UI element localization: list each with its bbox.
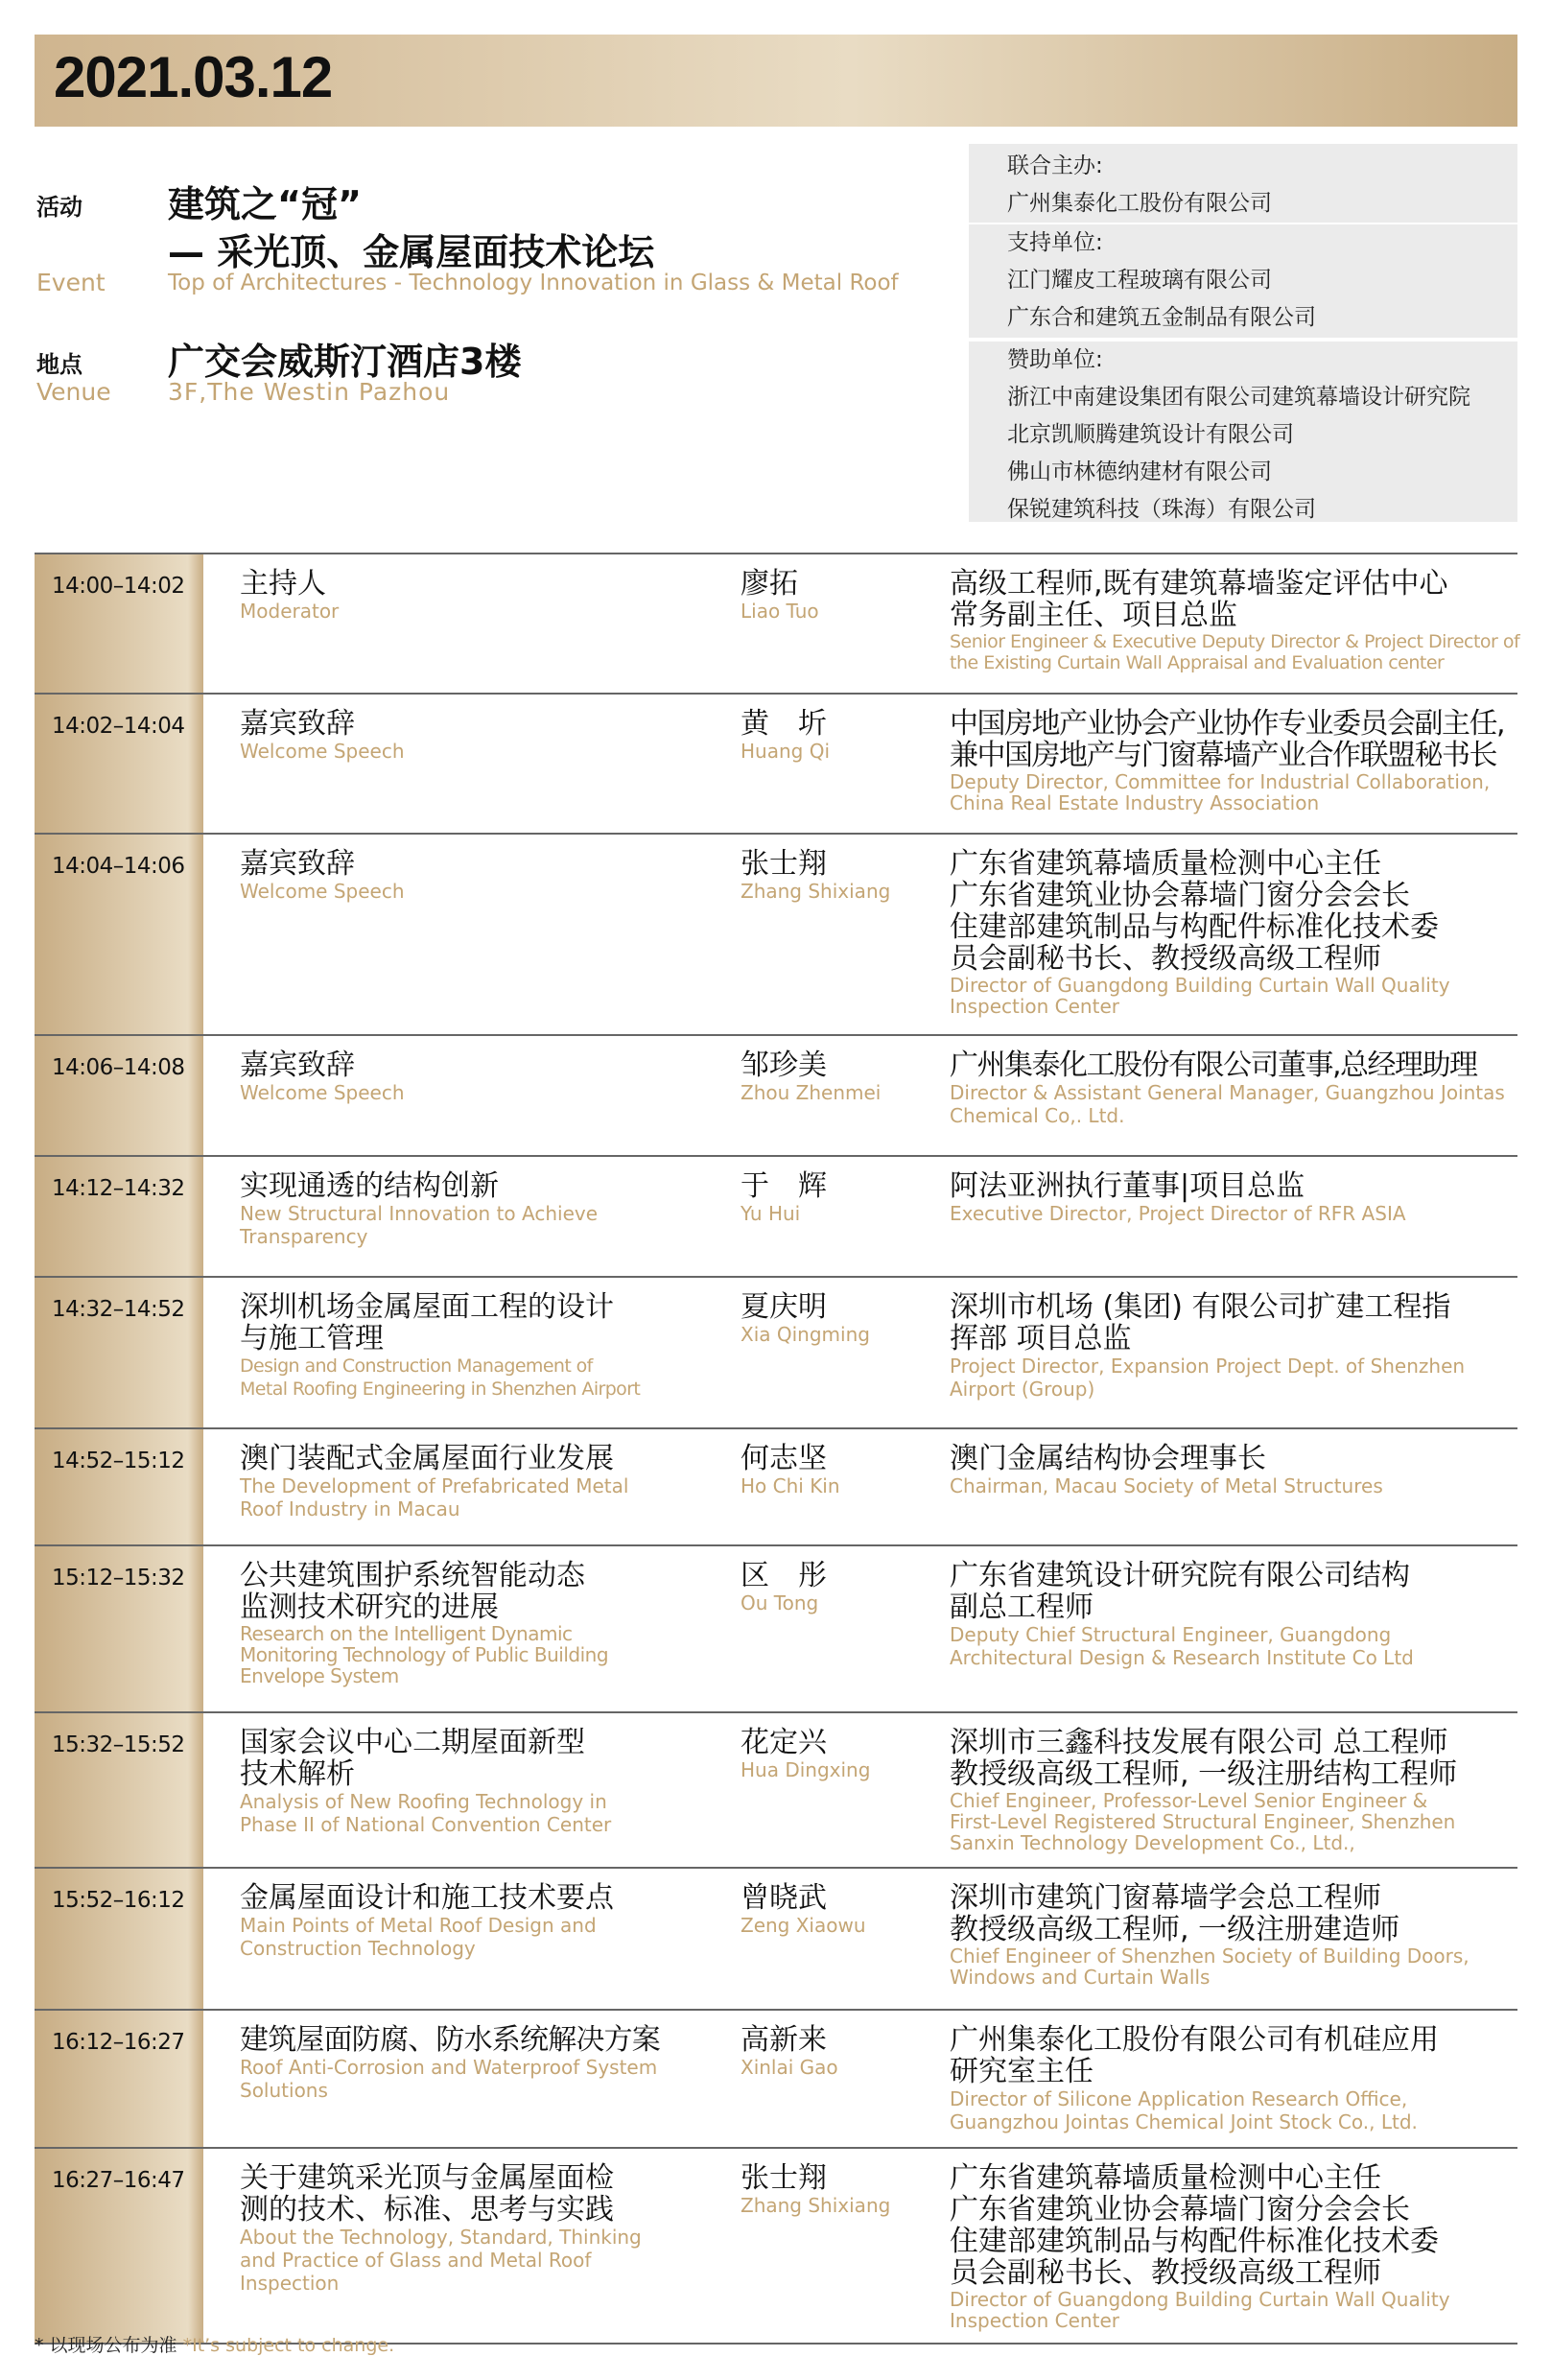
topic-cn: 测的技术、标准、思考与实践: [240, 2193, 614, 2227]
event-title-en: Top of Architectures - Technology Innovation in Glass & Metal Roof: [168, 271, 899, 295]
role-cn: 高级工程师,既有建筑幕墙鉴定评估中心: [950, 567, 1448, 601]
topic-cn: 国家会议中心二期屋面新型: [240, 1726, 585, 1759]
session-time: 14:02–14:04: [52, 714, 185, 739]
session-speaker: [741, 708, 952, 763]
speaker-role: [950, 1291, 1544, 1401]
role-en: Director of Guangdong Building Curtain Wall Quality: [950, 974, 1450, 997]
topic-en: Metal Roofing Engineering in Shenzhen Airport: [240, 1379, 641, 1400]
speaker-cn: 于 辉: [741, 1169, 827, 1203]
topic-en: Welcome Speech: [240, 880, 405, 903]
topic-en: Roof Anti-Corrosion and Waterproof System: [240, 2056, 658, 2079]
venue-en: 3F,The Westin Pazhou: [168, 378, 451, 406]
role-en: Director of Silicone Application Research Office,: [950, 2087, 1408, 2110]
speaker-en: Hua Dingxing: [741, 1758, 871, 1781]
role-en: Director of Guangdong Building Curtain Wall Quality: [950, 2288, 1450, 2311]
venue-label-cn: 地点: [36, 351, 82, 378]
role-en: Inspection Center: [950, 2309, 1119, 2332]
speaker-cn: 廖拓: [741, 567, 798, 601]
role-cn: 澳门金属结构协会理事长: [950, 1442, 1266, 1475]
role-cn: 广东省建筑业协会幕墙门窗分会会长: [950, 879, 1410, 912]
role-en: Deputy Director, Committee for Industrial Collaboration,: [950, 770, 1491, 793]
schedule-row: [35, 1034, 1517, 1155]
topic-en: Analysis of New Roofing Technology in: [240, 1790, 607, 1813]
schedule-row: [35, 553, 1520, 693]
session-speaker: [741, 1049, 952, 1104]
session-topic: [240, 2024, 691, 2102]
co-host-panel: [969, 144, 1517, 223]
role-en: Chemical Co,. Ltd.: [950, 1104, 1125, 1127]
role-en: Guangzhou Jointas Chemical Joint Stock Co., Ltd.: [950, 2110, 1418, 2133]
role-cn: 兼中国房地产与门窗幕墙产业合作联盟秘书长: [950, 739, 1496, 772]
role-en: Chief Engineer, Professor-Level Senior Engineer &: [950, 1789, 1428, 1812]
role-cn: 广州集泰化工股份有限公司有机硅应用: [950, 2023, 1439, 2057]
support-label: 支持单位:: [1007, 230, 1103, 255]
role-cn: 研究室主任: [950, 2055, 1093, 2088]
role-cn: 教授级高级工程师, 一级注册结构工程师: [950, 1757, 1458, 1791]
role-cn: 副总工程师: [950, 1591, 1093, 1624]
session-speaker: [741, 2024, 952, 2079]
event-title-cn-line1: 建筑之“冠”: [168, 183, 362, 225]
speaker-role: [950, 1882, 1544, 1988]
sponsor-name: 北京凯顺腾建筑设计有限公司: [1007, 422, 1294, 447]
support-name: 广东合和建筑五金制品有限公司: [1007, 305, 1316, 330]
schedule-row: [35, 1155, 1517, 1276]
sponsor-name: 佛山市林德纳建材有限公司: [1007, 460, 1272, 484]
role-cn: 员会副秘书长、教授级高级工程师: [950, 942, 1381, 976]
speaker-en: Zhang Shixiang: [741, 880, 891, 903]
role-cn: 住建部建筑制品与构配件标准化技术委: [950, 2225, 1439, 2258]
session-speaker: [741, 1291, 952, 1346]
role-cn: 中国房地产业协会产业协作专业委员会副主任,: [950, 707, 1505, 741]
footnote-en: *It’s subject to change.: [182, 2335, 395, 2356]
session-topic: [240, 1727, 691, 1836]
speaker-cn: 张士翔: [741, 2161, 827, 2195]
speaker-role: [950, 848, 1544, 1017]
topic-en: Roof Industry in Macau: [240, 1497, 460, 1520]
speaker-cn: 夏庆明: [741, 1290, 827, 1324]
topic-cn: 嘉宾致辞: [240, 847, 355, 881]
speaker-en: Xinlai Gao: [741, 2056, 838, 2079]
topic-en: Moderator: [240, 600, 340, 623]
role-en: the Existing Curtain Wall Appraisal and Evaluation center: [950, 652, 1445, 673]
speaker-en: Zeng Xiaowu: [741, 1914, 866, 1937]
role-en: Sanxin Technology Development Co., Ltd.,: [950, 1831, 1355, 1854]
topic-cn: 关于建筑采光顶与金属屋面检: [240, 2161, 614, 2195]
role-en: Chief Engineer of Shenzhen Society of Building Doors,: [950, 1944, 1470, 1968]
session-time: 14:04–14:06: [52, 854, 185, 879]
schedule-row: [35, 2009, 1517, 2147]
schedule-row: [35, 693, 1517, 833]
topic-en: Research on the Intelligent Dynamic: [240, 1622, 573, 1645]
session-topic: [240, 1291, 691, 1401]
speaker-cn: 花定兴: [741, 1726, 827, 1759]
topic-cn: 实现通透的结构创新: [240, 1169, 499, 1203]
topic-en: Phase II of National Convention Center: [240, 1813, 612, 1836]
speaker-en: Liao Tuo: [741, 600, 819, 623]
session-speaker: [741, 1170, 952, 1225]
role-cn: 员会副秘书长、教授级高级工程师: [950, 2256, 1381, 2290]
event-label-en: Event: [36, 269, 106, 296]
speaker-en: Zhou Zhenmei: [741, 1081, 882, 1104]
session-topic: [240, 848, 691, 903]
support-name: 江门耀皮工程玻璃有限公司: [1007, 268, 1272, 293]
role-cn: 挥部 项目总监: [950, 1322, 1132, 1355]
speaker-role: [950, 1049, 1544, 1127]
session-speaker: [741, 1560, 952, 1614]
session-time: 14:52–15:12: [52, 1449, 185, 1473]
session-time: 14:06–14:08: [52, 1055, 185, 1080]
topic-en: The Development of Prefabricated Metal: [240, 1474, 629, 1497]
role-cn: 深圳市三鑫科技发展有限公司 总工程师: [950, 1726, 1448, 1759]
schedule-row: [35, 1427, 1517, 1544]
role-en: Chairman, Macau Society of Metal Structures: [950, 1474, 1383, 1497]
role-cn: 广东省建筑业协会幕墙门窗分会会长: [950, 2193, 1410, 2227]
session-time: 16:12–16:27: [52, 2030, 185, 2055]
speaker-role: [950, 568, 1544, 673]
role-cn: 教授级高级工程师, 一级注册建造师: [950, 1913, 1400, 1946]
event-title-cn-line2: — 采光顶、金属屋面技术论坛: [168, 231, 655, 273]
role-cn: 广东省建筑幕墙质量检测中心主任: [950, 847, 1381, 881]
role-en: China Real Estate Industry Association: [950, 791, 1320, 814]
session-time: 15:32–15:52: [52, 1732, 185, 1757]
speaker-role: [950, 1560, 1544, 1669]
footnote: [35, 2331, 394, 2357]
role-en: Windows and Curtain Walls: [950, 1966, 1211, 1989]
speaker-en: Yu Hui: [741, 1202, 801, 1225]
schedule-row: [35, 1276, 1517, 1427]
session-topic: [240, 568, 691, 623]
event-date: 2021.03.12: [54, 45, 333, 109]
session-topic: [240, 1882, 691, 1960]
role-cn: 广州集泰化工股份有限公司董事,总经理助理: [950, 1049, 1477, 1082]
venue-cn: 广交会威斯汀酒店3楼: [168, 341, 522, 383]
speaker-cn: 张士翔: [741, 847, 827, 881]
venue-label-en: Venue: [36, 378, 111, 406]
speaker-role: [950, 1443, 1544, 1497]
speaker-en: Huang Qi: [741, 740, 830, 763]
speaker-cn: 区 彤: [741, 1559, 827, 1592]
session-speaker: [741, 2162, 952, 2217]
topic-cn: 嘉宾致辞: [240, 707, 355, 741]
sponsor-name: 浙江中南建设集团有限公司建筑幕墙设计研究院: [1007, 385, 1470, 410]
session-topic: [240, 1049, 691, 1104]
topic-en: Construction Technology: [240, 1937, 476, 1960]
speaker-en: Ou Tong: [741, 1591, 819, 1614]
schedule-row: [35, 1867, 1517, 2009]
topic-cn: 金属屋面设计和施工技术要点: [240, 1881, 614, 1915]
session-speaker: [741, 1443, 952, 1497]
topic-cn: 与施工管理: [240, 1322, 384, 1355]
session-topic: [240, 1170, 691, 1248]
role-cn: 住建部建筑制品与构配件标准化技术委: [950, 910, 1439, 944]
session-time: 16:27–16:47: [52, 2168, 185, 2193]
session-speaker: [741, 1727, 952, 1781]
topic-en: New Structural Innovation to Achieve: [240, 1202, 599, 1225]
speaker-en: Ho Chi Kin: [741, 1474, 840, 1497]
schedule-row: [35, 1711, 1517, 1867]
speaker-role: [950, 1170, 1544, 1225]
speaker-cn: 邹珍美: [741, 1049, 827, 1082]
speaker-cn: 曾晓武: [741, 1881, 827, 1915]
topic-cn: 建筑屋面防腐、防水系统解决方案: [240, 2023, 660, 2057]
sponsor-name: 保锐建筑科技（珠海）有限公司: [1007, 497, 1316, 522]
topic-en: Main Points of Metal Roof Design and: [240, 1914, 597, 1937]
topic-cn: 公共建筑围护系统智能动态: [240, 1559, 585, 1592]
speaker-cn: 黄 圻: [741, 707, 827, 741]
topic-cn: 嘉宾致辞: [240, 1049, 355, 1082]
topic-cn: 澳门装配式金属屋面行业发展: [240, 1442, 614, 1475]
role-en: Architectural Design & Research Institute Co Ltd: [950, 1646, 1414, 1669]
session-time: 14:00–14:02: [52, 574, 185, 599]
co-host-name: 广州集泰化工股份有限公司: [1007, 191, 1272, 216]
sponsor-panel: [969, 342, 1517, 522]
speaker-role: [950, 2024, 1544, 2133]
topic-cn: 监测技术研究的进展: [240, 1591, 499, 1624]
topic-en: Envelope System: [240, 1664, 399, 1687]
role-en: Director & Assistant General Manager, Guangzhou Jointas: [950, 1081, 1505, 1104]
schedule-row: [35, 1544, 1517, 1711]
role-en: Project Director, Expansion Project Dept. of Shenzhen: [950, 1355, 1466, 1378]
speaker-cn: 何志坚: [741, 1442, 827, 1475]
topic-en: Monitoring Technology of Public Building: [240, 1643, 609, 1666]
topic-cn: 深圳机场金属屋面工程的设计: [240, 1290, 614, 1324]
event-label-cn: 活动: [36, 194, 82, 221]
session-time: 14:32–14:52: [52, 1297, 185, 1322]
session-speaker: [741, 1882, 952, 1937]
session-topic: [240, 708, 691, 763]
speaker-role: [950, 2162, 1544, 2331]
role-en: Airport (Group): [950, 1378, 1095, 1401]
session-time: 15:12–15:32: [52, 1566, 185, 1591]
session-topic: [240, 2162, 691, 2295]
role-cn: 广东省建筑设计研究院有限公司结构: [950, 1559, 1410, 1592]
speaker-en: Zhang Shixiang: [741, 2194, 891, 2217]
role-en: First-Level Registered Structural Engineer, Shenzhen: [950, 1810, 1456, 1833]
topic-cn: 主持人: [240, 567, 326, 601]
support-panel: [969, 224, 1517, 338]
topic-en: Solutions: [240, 2079, 328, 2102]
footnote-cn: * 以现场公布为准: [35, 2335, 177, 2356]
session-topic: [240, 1560, 691, 1686]
session-speaker: [741, 848, 952, 903]
speaker-role: [950, 1727, 1544, 1853]
topic-en: Welcome Speech: [240, 1081, 405, 1104]
topic-en: Inspection: [240, 2272, 340, 2295]
sponsor-label: 赞助单位:: [1007, 347, 1103, 372]
role-cn: 常务副主任、项目总监: [950, 599, 1237, 632]
role-en: Inspection Center: [950, 995, 1119, 1018]
session-speaker: [741, 568, 952, 623]
role-en: Deputy Chief Structural Engineer, Guangdong: [950, 1623, 1392, 1646]
speaker-role: [950, 708, 1544, 813]
schedule-row: [35, 833, 1517, 1034]
date-banner: [35, 35, 1517, 127]
topic-en: and Practice of Glass and Metal Roof: [240, 2249, 592, 2272]
session-time: 15:52–16:12: [52, 1888, 185, 1913]
session-topic: [240, 1443, 691, 1520]
speaker-cn: 高新来: [741, 2023, 827, 2057]
topic-en: Design and Construction Management of: [240, 1355, 593, 1377]
topic-en: About the Technology, Standard, Thinking: [240, 2226, 642, 2249]
co-host-label: 联合主办:: [1007, 153, 1103, 178]
role-cn: 广东省建筑幕墙质量检测中心主任: [950, 2161, 1381, 2195]
topic-en: Welcome Speech: [240, 740, 405, 763]
role-en: Executive Director, Project Director of RFR ASIA: [950, 1202, 1406, 1225]
topic-en: Transparency: [240, 1225, 368, 1248]
topic-cn: 技术解析: [240, 1757, 355, 1791]
schedule-table: [35, 553, 1520, 2345]
role-cn: 深圳市机场 (集团) 有限公司扩建工程指: [950, 1290, 1451, 1324]
session-time: 14:12–14:32: [52, 1176, 185, 1201]
speaker-en: Xia Qingming: [741, 1323, 870, 1346]
role-cn: 阿法亚洲执行董事|项目总监: [950, 1169, 1305, 1203]
role-cn: 深圳市建筑门窗幕墙学会总工程师: [950, 1881, 1381, 1915]
schedule-row: [35, 2147, 1517, 2345]
role-en: Senior Engineer & Executive Deputy Director & Project Director of: [950, 631, 1520, 652]
